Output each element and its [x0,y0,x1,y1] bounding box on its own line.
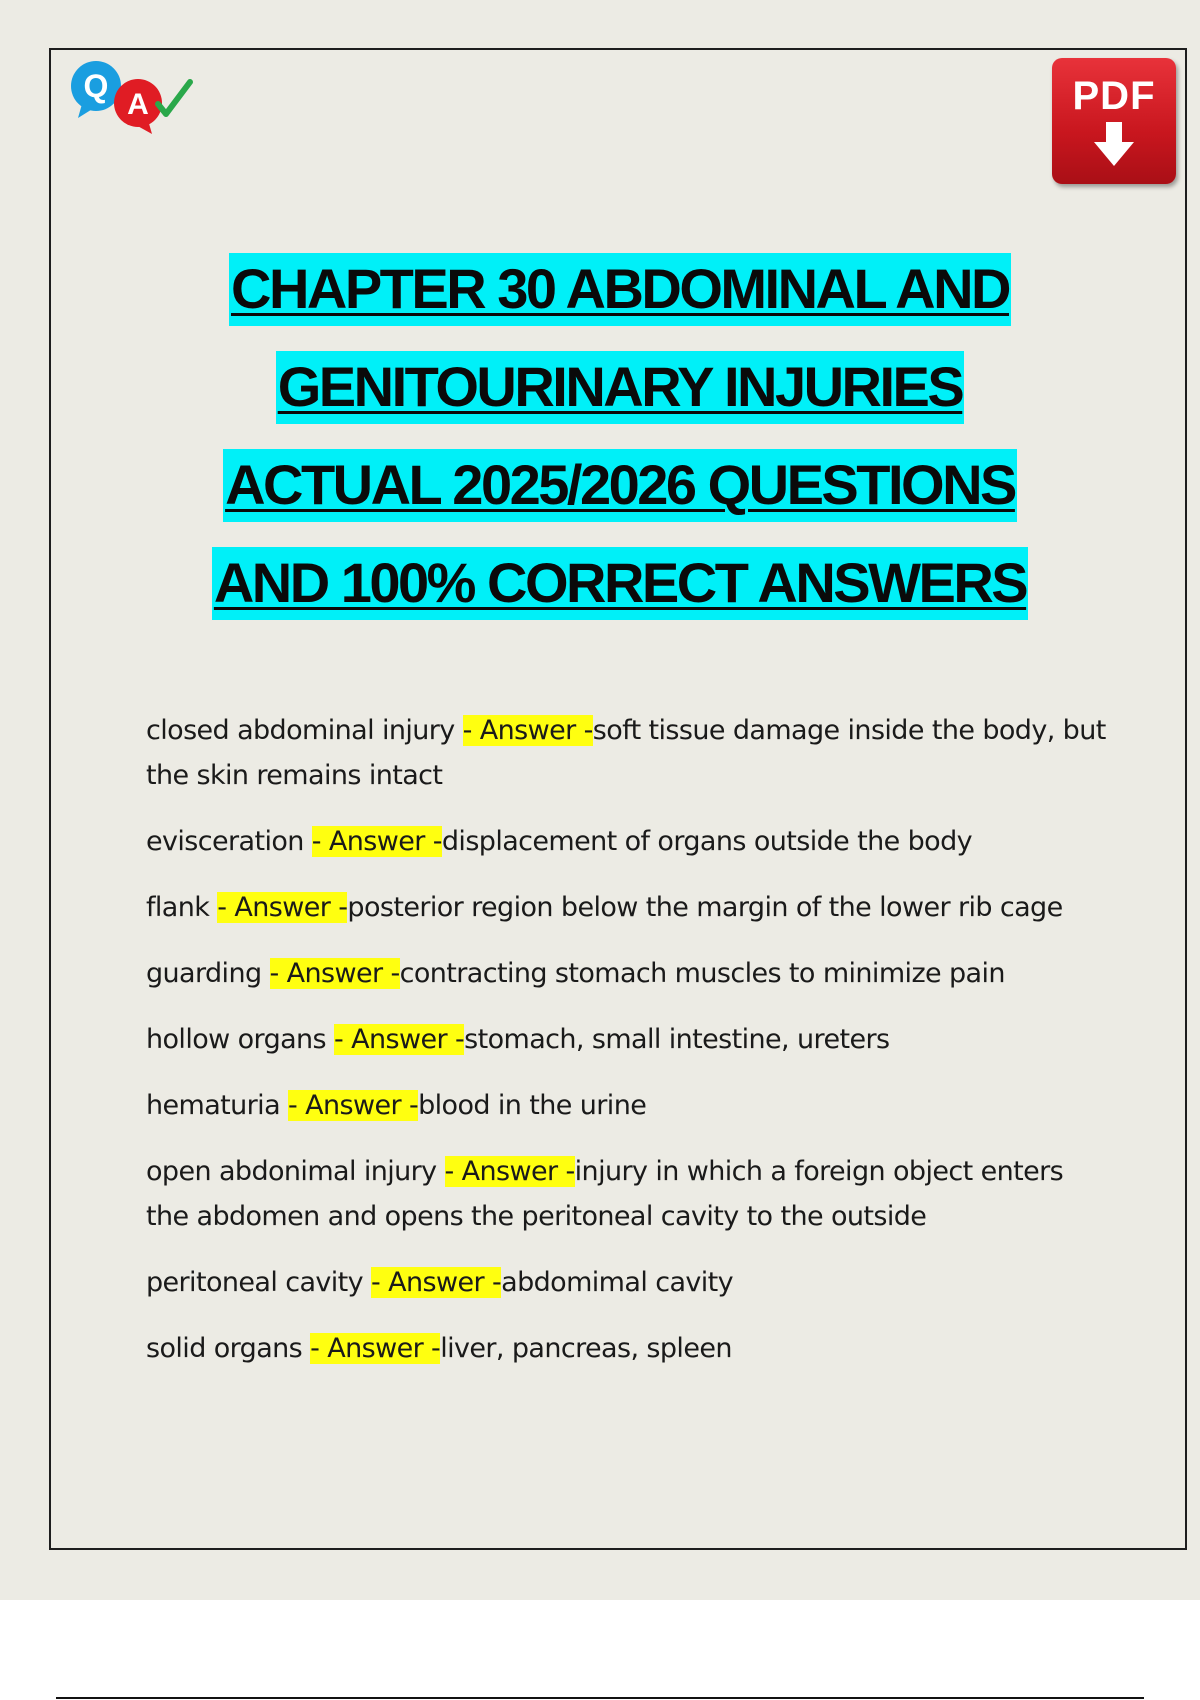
download-arrow-icon [1094,122,1134,168]
entry-definition: stomach, small intestine, ureters [464,1024,890,1055]
bottom-divider [56,1697,1144,1699]
answer-marker: - Answer - [371,1267,502,1298]
pdf-label: PDF [1072,74,1156,118]
pdf-download-button[interactable] [1052,58,1176,184]
entry-term: open abdonimal injury [146,1156,445,1187]
entry-definition: liver, pancreas, spleen [440,1333,732,1364]
answer-marker: - Answer - [310,1333,441,1364]
answer-marker: - Answer - [462,715,593,746]
qa-entry [146,819,1106,864]
entry-term: closed abdominal injury [146,715,463,746]
answer-marker: - Answer - [311,826,442,857]
qa-entry [146,951,1106,996]
qa-entry [146,1326,1106,1371]
entry-definition: contracting stomach muscles to minimize pain [399,958,1005,989]
qa-check-logo [68,56,198,136]
title-line-1: CHAPTER 30 ABDOMINAL AND [100,240,1140,338]
entry-definition: blood in the urine [418,1090,647,1121]
entry-term: solid organs [146,1333,311,1364]
answer-marker: - Answer - [334,1024,465,1055]
qa-entry [146,1149,1106,1239]
qa-entry [146,885,1106,930]
answer-marker: - Answer - [269,958,400,989]
qa-entry [146,1260,1106,1305]
logo-q-letter: Q [83,68,109,104]
entry-term: guarding [146,958,270,989]
title-line-3: ACTUAL 2025/2026 QUESTIONS [100,436,1140,534]
title-line-2: GENITOURINARY INJURIES [100,338,1140,436]
title-line-4: AND 100% CORRECT ANSWERS [100,534,1140,632]
entry-definition: injury in which a foreign object enters the abdomen and opens the peritoneal cavity to the outside [146,1156,1064,1232]
document-title [100,240,1140,632]
answer-marker: - Answer - [217,892,348,923]
entry-term: flank [146,892,218,923]
answer-marker: - Answer - [444,1156,575,1187]
qa-entry [146,1083,1106,1128]
entry-term: evisceration [146,826,312,857]
answer-marker: - Answer - [288,1090,419,1121]
entry-term: peritoneal cavity [146,1267,372,1298]
logo-a-letter: A [127,88,149,121]
entry-term: hematuria [146,1090,288,1121]
entry-definition: abdomimal cavity [501,1267,734,1298]
entry-definition: soft tissue damage inside the body, but the skin remains intact [146,715,1106,791]
entry-definition: posterior region below the margin of the lower rib cage [347,892,1063,923]
qa-logo-icon [68,56,198,136]
entry-term: hollow organs [146,1024,335,1055]
qa-list [146,708,1106,1392]
qa-entry [146,1017,1106,1062]
entry-definition: displacement of organs outside the body [441,826,973,857]
qa-entry [146,708,1106,798]
